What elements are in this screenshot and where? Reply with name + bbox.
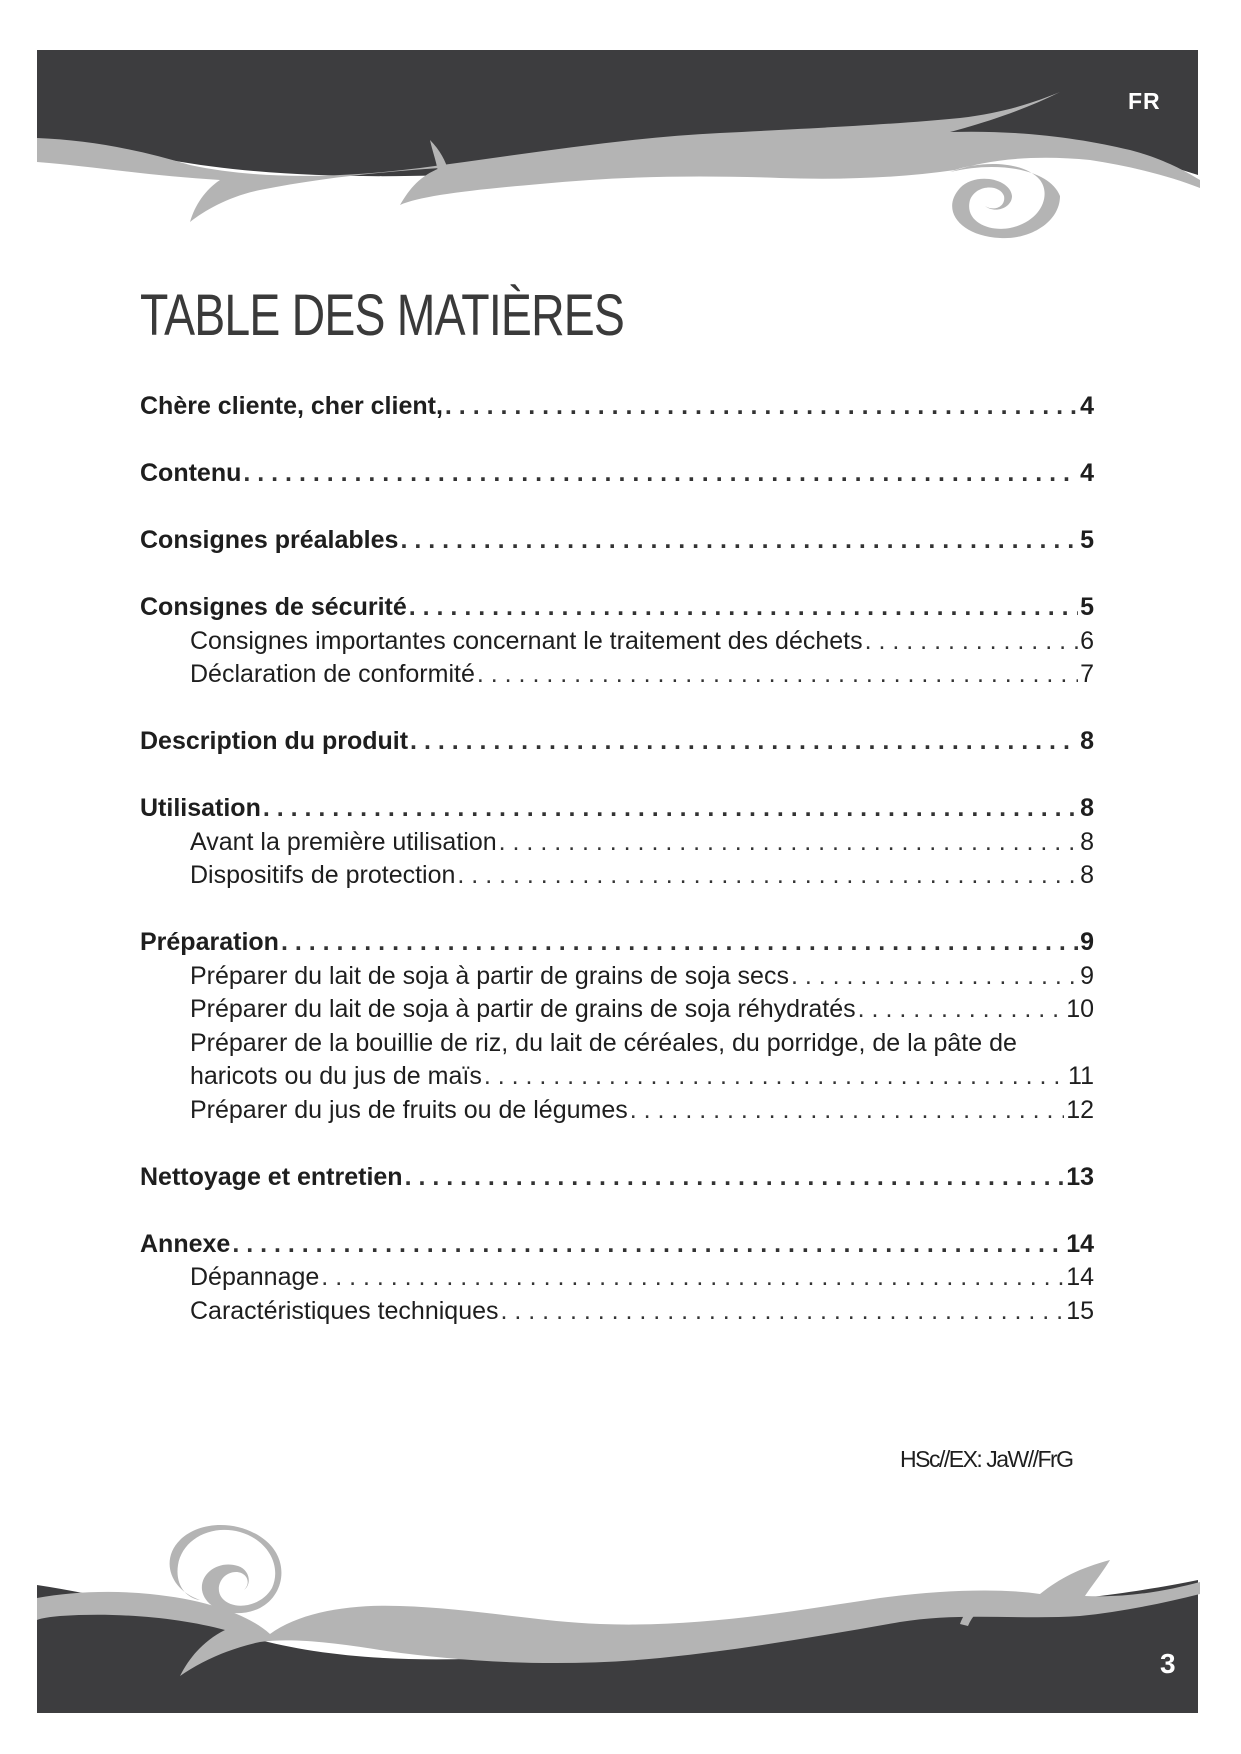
- toc-dot-leader: [501, 1295, 1065, 1329]
- toc-section-entry[interactable]: [140, 1228, 1094, 1262]
- toc-entry-page: 6: [1080, 626, 1094, 655]
- toc-section-entry[interactable]: [140, 390, 1094, 424]
- page-number: 3: [1160, 1648, 1176, 1679]
- toc-entry-page: 12: [1066, 1095, 1094, 1124]
- page-title: TABLE DES MATIÈRES: [140, 283, 625, 348]
- toc-entry-label: Consignes de sécurité: [140, 593, 407, 621]
- toc-entry-label: Préparation: [140, 928, 279, 956]
- toc-section-entry[interactable]: [140, 1161, 1094, 1195]
- toc-entry-page: 5: [1080, 593, 1094, 621]
- toc-entry-page: 8: [1080, 861, 1094, 889]
- toc-section-entry[interactable]: [140, 725, 1094, 759]
- toc-entry-label: haricots ou du jus de maïs: [190, 1062, 482, 1090]
- toc-entry-page: 9: [1080, 928, 1094, 956]
- toc-subentry[interactable]: [140, 1094, 1094, 1128]
- toc-section-entry[interactable]: [140, 792, 1094, 826]
- table-of-contents: [140, 390, 1094, 1328]
- toc-entry-page: 9: [1080, 961, 1094, 990]
- toc-entry-label: Contenu: [140, 459, 242, 487]
- toc-section-entry[interactable]: [140, 457, 1094, 491]
- toc-dot-leader: [791, 960, 1078, 994]
- toc-entry-page: 14: [1066, 1263, 1094, 1291]
- toc-entry-label: Description du produit: [140, 727, 409, 755]
- toc-entry-page: 14: [1066, 1229, 1094, 1258]
- language-label: FR: [1128, 88, 1161, 114]
- toc-entry-page: 4: [1080, 392, 1094, 420]
- toc-entry-label: Chère cliente, cher client,: [140, 392, 443, 420]
- toc-entry-page: 10: [1066, 995, 1094, 1023]
- toc-entry-label: Annexe: [140, 1229, 231, 1258]
- toc-subentry[interactable]: [140, 625, 1094, 659]
- toc-entry-page: 4: [1080, 459, 1094, 487]
- toc-subentry[interactable]: [140, 993, 1094, 1027]
- toc-subentry[interactable]: [140, 1295, 1094, 1329]
- toc-entry-page: 5: [1080, 526, 1094, 554]
- toc-section-entry[interactable]: [140, 926, 1094, 960]
- author-code: HSc//EX: JaW//FrG: [900, 1446, 1073, 1472]
- toc-dot-leader: [400, 524, 1078, 558]
- toc-entry-label: Caractéristiques techniques: [190, 1296, 499, 1325]
- toc-entry-label: Préparer du jus de fruits ou de légumes: [190, 1095, 628, 1124]
- toc-entry-label: Préparer du lait de soja à partir de grains de soja réhydratés: [190, 995, 856, 1023]
- toc-subentry[interactable]: [140, 960, 1094, 994]
- toc-entry-page: 13: [1066, 1162, 1094, 1191]
- toc-entry-label: Utilisation: [140, 794, 261, 822]
- toc-entry-label: Consignes importantes concernant le traitement des déchets: [190, 626, 863, 655]
- toc-dot-leader: [445, 390, 1078, 424]
- toc-entry-page: 8: [1080, 727, 1094, 755]
- toc-entry-page: 11: [1068, 1062, 1094, 1090]
- toc-dot-leader: [281, 926, 1078, 960]
- bottom-decorative-banner: [0, 1510, 1241, 1754]
- toc-subentry[interactable]: [140, 1261, 1094, 1295]
- toc-entry-page: 8: [1080, 794, 1094, 822]
- toc-dot-leader: [499, 826, 1078, 860]
- toc-dot-leader: [410, 725, 1078, 759]
- toc-entry-label: Dépannage: [190, 1263, 320, 1291]
- toc-dot-leader: [232, 1228, 1064, 1262]
- toc-entry-label: Déclaration de conformité: [190, 660, 475, 688]
- toc-entry-page: 7: [1080, 660, 1094, 688]
- toc-entry-label: Nettoyage et entretien: [140, 1162, 403, 1191]
- toc-section-entry[interactable]: [140, 591, 1094, 625]
- toc-subentry-first-line: Préparer de la bouillie de riz, du lait de céréales, du porridge, de la pâte de: [190, 1028, 1017, 1057]
- toc-dot-leader: [477, 658, 1078, 692]
- toc-dot-leader: [858, 993, 1065, 1027]
- toc-dot-leader: [457, 859, 1078, 893]
- toc-entry-label: Avant la première utilisation: [190, 827, 497, 856]
- top-decorative-banner: [0, 0, 1241, 260]
- toc-entry-label: Dispositifs de protection: [190, 861, 456, 889]
- toc-dot-leader: [263, 792, 1078, 826]
- toc-subentry[interactable]: [140, 826, 1094, 860]
- toc-entry-label: Consignes préalables: [140, 526, 399, 554]
- toc-dot-leader: [321, 1261, 1064, 1295]
- toc-dot-leader: [243, 457, 1078, 491]
- toc-entry-label: Préparer du lait de soja à partir de grains de soja secs: [190, 961, 789, 990]
- toc-subentry[interactable]: [140, 859, 1094, 893]
- toc-subentry[interactable]: [140, 1060, 1094, 1094]
- toc-dot-leader: [865, 625, 1078, 659]
- toc-section-entry[interactable]: [140, 524, 1094, 558]
- toc-entry-page: 15: [1066, 1296, 1094, 1325]
- toc-dot-leader: [405, 1161, 1065, 1195]
- toc-dot-leader: [484, 1060, 1066, 1094]
- toc-subentry[interactable]: [140, 658, 1094, 692]
- toc-dot-leader: [409, 591, 1078, 625]
- toc-dot-leader: [630, 1094, 1064, 1128]
- toc-entry-page: 8: [1080, 827, 1094, 856]
